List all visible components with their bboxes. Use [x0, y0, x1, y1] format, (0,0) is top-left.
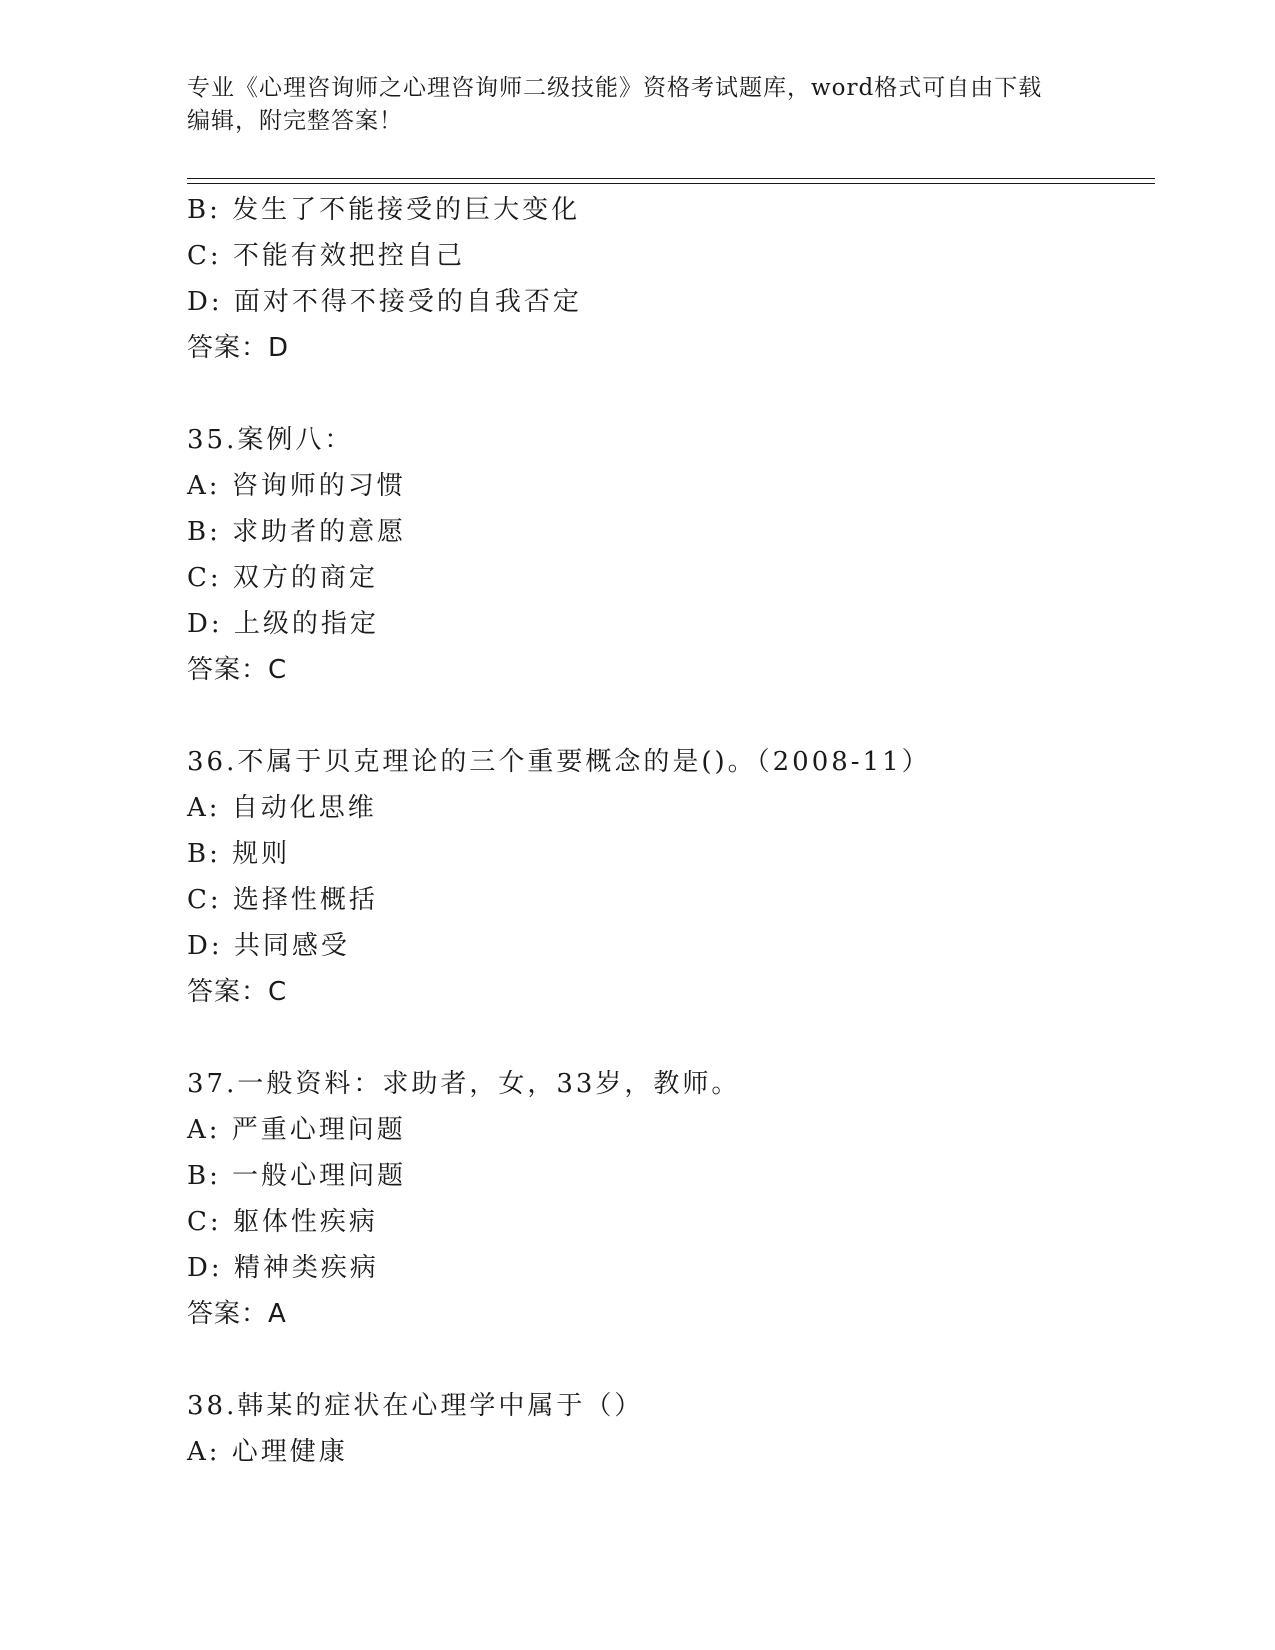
option-d: D: 共同感受 [187, 931, 350, 961]
question-block [187, 739, 1155, 1015]
option-c: C: 双方的商定 [187, 563, 378, 593]
question-title: 35.案例八： [187, 425, 354, 455]
header-line-1: 专业《心理咨询师之心理咨询师二级技能》资格考试题库，word格式可自由下载 [187, 75, 1043, 101]
option-c: C: 选择性概括 [187, 885, 378, 915]
option-b: B: 求助者的意愿 [187, 517, 407, 547]
answer-line: 答案：D [187, 333, 290, 363]
question-title: 37.一般资料：求助者，女，33岁，教师。 [187, 1069, 741, 1099]
option-b: B: 发生了不能接受的巨大变化 [187, 195, 581, 225]
question-list [187, 187, 1155, 1475]
answer-line: 答案：C [187, 977, 288, 1007]
option-d: D: 面对不得不接受的自我否定 [187, 287, 582, 317]
question-block [187, 1061, 1155, 1337]
answer-line: 答案：A [187, 1299, 287, 1329]
header-line-2: 编辑，附完整答案！ [187, 108, 403, 134]
option-a: A: 严重心理问题 [187, 1115, 406, 1145]
option-b: B: 一般心理问题 [187, 1161, 407, 1191]
option-a: A: 心理健康 [187, 1437, 348, 1467]
option-a: A: 咨询师的习惯 [187, 471, 406, 501]
question-title: 36.不属于贝克理论的三个重要概念的是()。（2008-11） [187, 747, 931, 777]
header-rule-bottom [187, 183, 1155, 184]
question-block [187, 417, 1155, 693]
question-title: 38.韩某的症状在心理学中属于（） [187, 1391, 644, 1421]
option-c: C: 躯体性疾病 [187, 1207, 378, 1237]
option-c: C: 不能有效把控自己 [187, 241, 465, 271]
answer-line: 答案：C [187, 655, 288, 685]
header-rule-top [187, 178, 1155, 179]
question-block [187, 187, 1155, 371]
document-header [187, 72, 1087, 138]
option-d: D: 上级的指定 [187, 609, 379, 639]
option-b: B: 规则 [187, 839, 291, 869]
option-d: D: 精神类疾病 [187, 1253, 379, 1283]
question-block [187, 1383, 1155, 1475]
option-a: A: 自动化思维 [187, 793, 377, 823]
